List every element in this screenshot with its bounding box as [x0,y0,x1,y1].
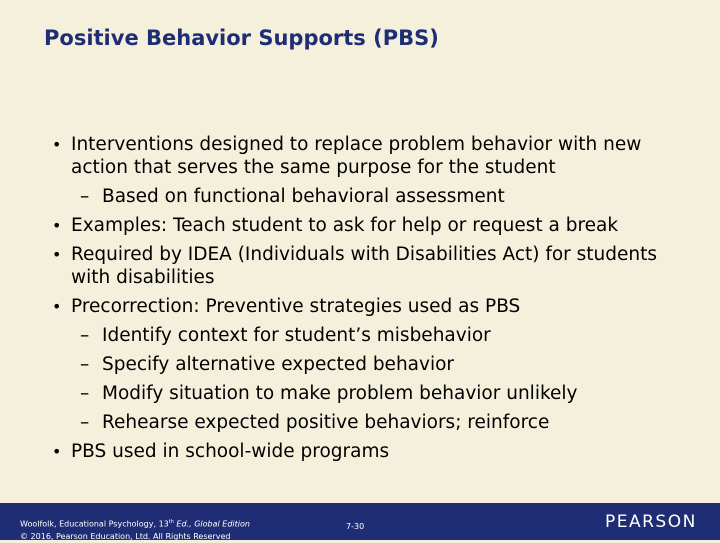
list-item [52,292,692,321]
sub-list-item-text: Rehearse expected positive behaviors; reinforce [102,412,550,433]
sub-list-item [52,350,692,379]
slide-title: Positive Behavior Supports (PBS) [44,26,439,50]
list-item-text: Examples: Teach student to ask for help or request a break [71,215,619,236]
sub-list-item-text: Based on functional behavioral assessment [102,186,505,207]
sub-list-item-text: Specify alternative expected behavior [102,354,455,375]
footer-copyright: © 2016, Pearson Education, Ltd. All Rights Reserved [20,531,231,541]
bullet-icon: • [52,297,62,316]
sub-list-item-text: Identify context for student’s misbehavior [102,325,491,346]
pearson-logo: PEARSON [605,512,697,532]
dash-icon: – [80,325,90,346]
list-item-text: Interventions designed to replace problem behavior with new action that serves the same purpose for the student [71,134,642,178]
dash-icon: – [80,412,90,433]
bullet-icon: • [52,135,62,154]
list-item [52,130,692,182]
dash-icon: – [80,354,90,375]
bullet-icon: • [52,442,62,461]
list-item [52,211,692,240]
sub-list-item [52,321,692,350]
list-item [52,437,692,466]
sub-list-item-text: Modify situation to make problem behavior unlikely [102,383,578,404]
sub-list-item [52,408,692,437]
dash-icon: – [80,186,90,207]
list-item-text: Precorrection: Preventive strategies used as PBS [71,296,521,317]
citation-book: Woolfolk, Educational Psychology, 13 [20,519,169,529]
citation-edition: Ed., Global Edition [173,519,250,529]
sub-list-item [52,379,692,408]
list-item-text: Required by IDEA (Individuals with Disabilities Act) for students with disabilities [71,244,658,288]
list-item-text: PBS used in school-wide programs [71,441,390,462]
page-number: 7-30 [346,522,365,531]
footer-citation [20,516,250,543]
footer-bar [0,503,720,540]
list-item [52,240,692,292]
bullet-icon: • [52,216,62,235]
bullet-icon: • [52,245,62,264]
footer-citation-line1 [20,516,250,531]
sub-list-item [52,182,692,211]
dash-icon: – [80,383,90,404]
bullet-list [52,130,692,466]
citation-sup: th [168,519,174,525]
